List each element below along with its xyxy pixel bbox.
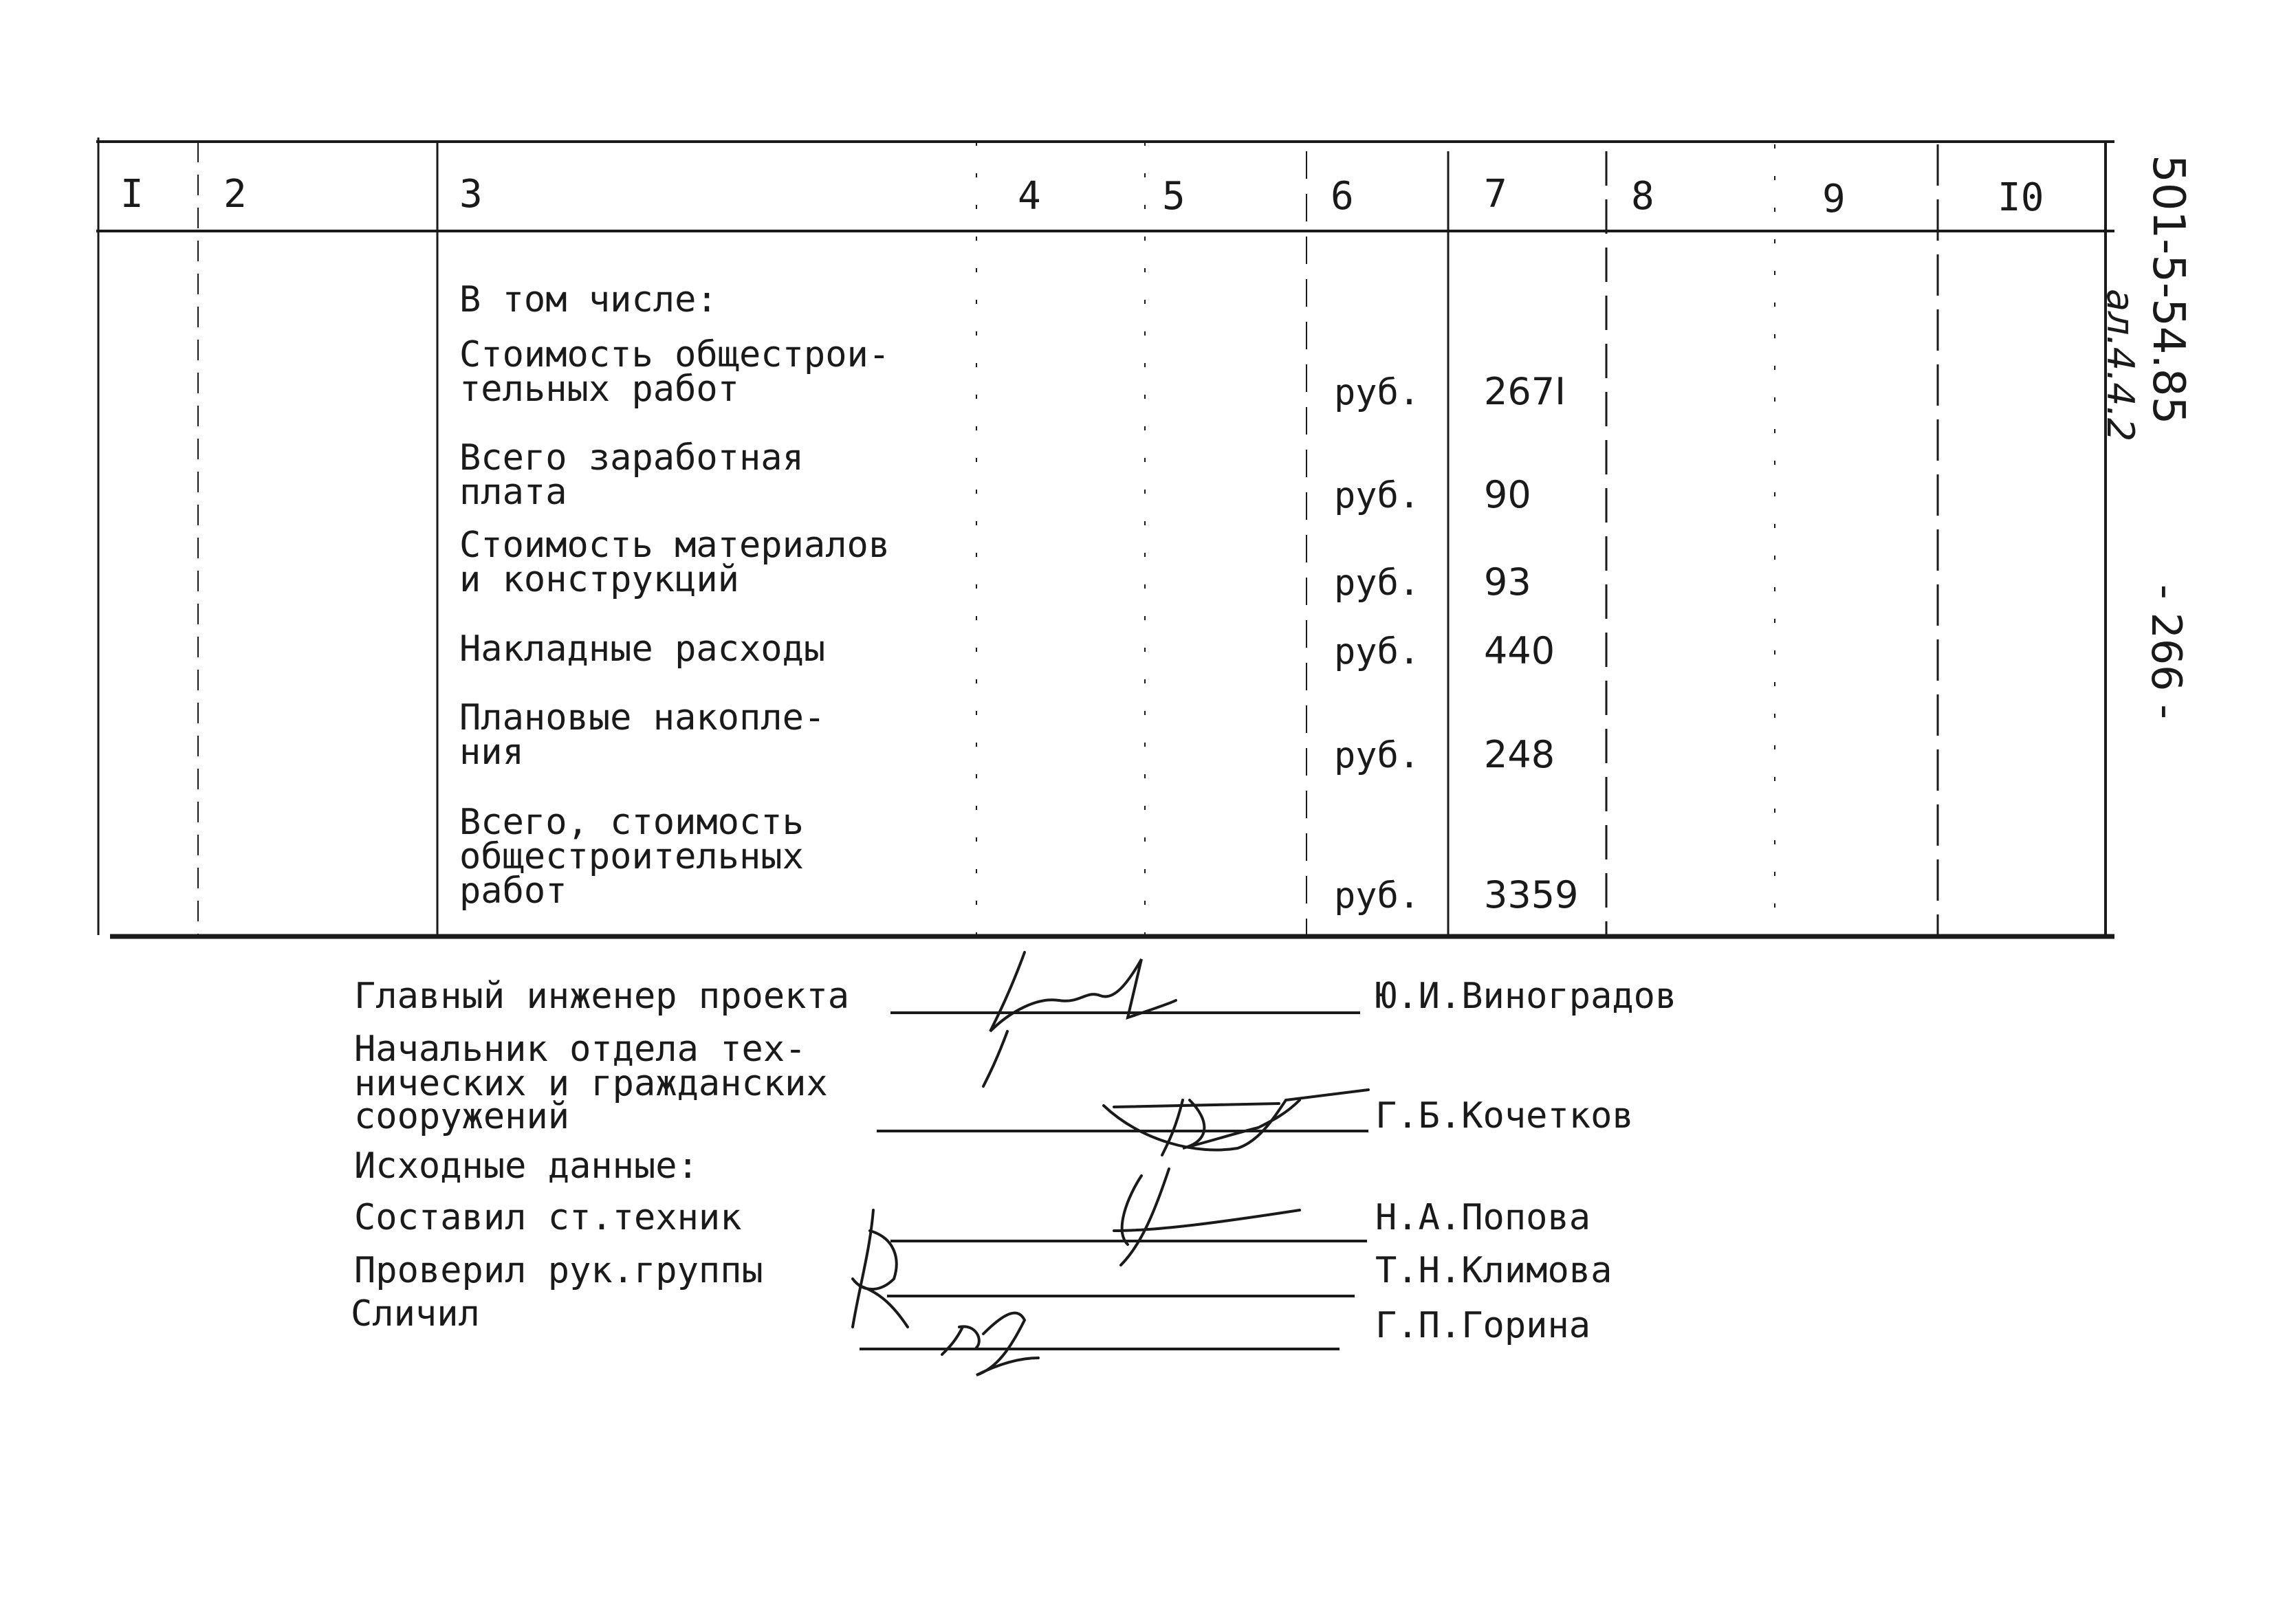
row-value: 93 [1484, 560, 1531, 604]
column-header-7: 7 [1484, 172, 1507, 217]
row-label-line1: Накладные расходы [459, 628, 826, 670]
row-label-line2: плата [459, 472, 567, 513]
row-unit: руб. [1334, 475, 1421, 516]
row-label-line1: Всего, стоимость [459, 802, 804, 843]
signature-role: Сличил [351, 1293, 480, 1335]
signature-role-line3: сооружений [354, 1096, 570, 1137]
signature-role: Главный инженер проекта [354, 976, 850, 1017]
column-header-10: I0 [1998, 175, 2044, 220]
signature-name: Н.А.Попова [1375, 1197, 1591, 1238]
row-value: 3359 [1484, 873, 1579, 917]
row-label-line3: работ [459, 870, 567, 912]
row-value: 267I [1484, 370, 1566, 413]
row-label-line1: Всего заработная [459, 437, 804, 479]
signature-name: Г.П.Горина [1375, 1305, 1591, 1346]
row-label-line2: ния [459, 732, 524, 773]
row-label-line1: Стоимость общестрои- [459, 334, 890, 375]
row-unit: руб. [1334, 372, 1421, 413]
handwritten-signatures [853, 952, 1368, 1375]
signature-role-line2: нических и гражданских [354, 1063, 828, 1104]
row-value: 248 [1484, 733, 1555, 776]
column-header-6: 6 [1331, 174, 1354, 219]
row-label-line2: тельных работ [459, 369, 739, 410]
column-header-1: I [120, 172, 144, 217]
row-unit: руб. [1334, 631, 1421, 672]
column-header-8: 8 [1631, 174, 1654, 219]
row-label-line2: и конструкций [459, 559, 739, 600]
row-label-line2: общестроительных [459, 836, 804, 877]
row-unit: руб. [1334, 562, 1421, 604]
table-intro: В том числе: [459, 279, 718, 320]
signature-role: Начальник отдела тех- [354, 1029, 807, 1070]
signature-name: Ю.И.Виноградов [1375, 976, 1677, 1017]
row-unit: руб. [1334, 735, 1421, 776]
column-header-9: 9 [1822, 177, 1846, 221]
row-unit: руб. [1334, 875, 1421, 917]
row-label-line1: Стоимость материалов [459, 525, 890, 566]
row-value: 90 [1484, 473, 1531, 516]
page-number: - 266 - [2142, 584, 2190, 719]
column-header-3: 3 [459, 172, 483, 217]
column-header-4: 4 [1018, 174, 1041, 219]
signature-section-label: Исходные данные: [354, 1145, 699, 1187]
column-header-2: 2 [223, 172, 247, 217]
signature-name: Т.Н.Климова [1375, 1250, 1612, 1291]
signature-role: Проверил рук.группы [354, 1250, 763, 1291]
signature-name: Г.Б.Кочетков [1375, 1095, 1634, 1137]
album-reference: ал.4.4.2 [2099, 289, 2142, 442]
row-label-line1: Плановые накопле- [459, 697, 826, 738]
signature-role: Составил ст.техник [354, 1197, 742, 1238]
column-header-5: 5 [1162, 174, 1185, 219]
document-code: 501-5-54.85 [2143, 155, 2194, 425]
row-value: 440 [1484, 629, 1555, 672]
